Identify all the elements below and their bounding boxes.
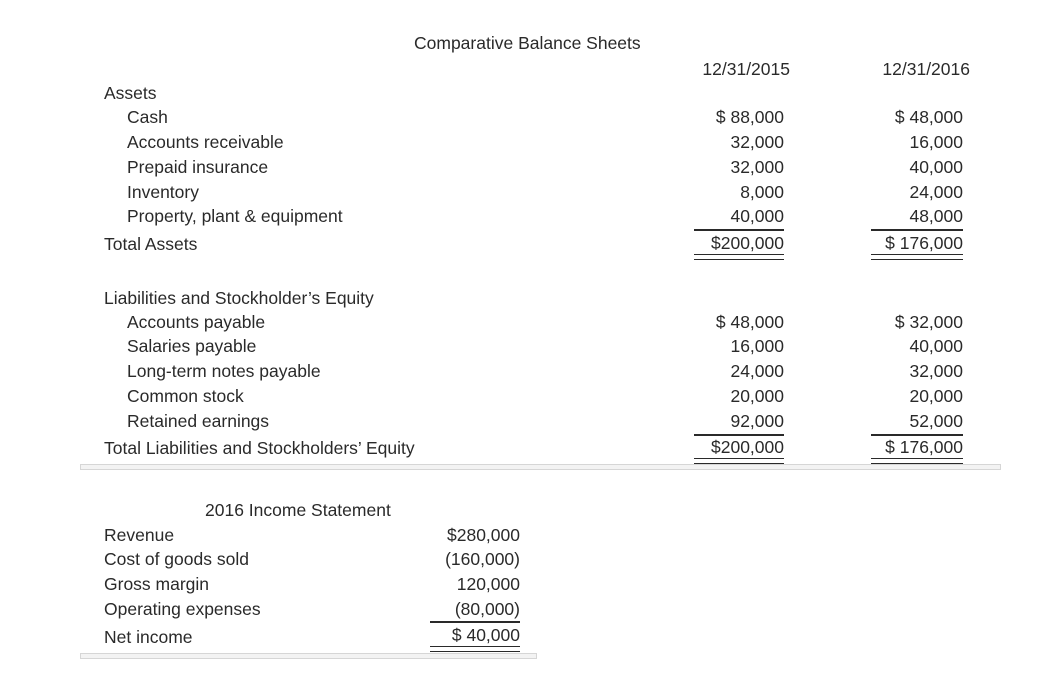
total-liabilities-2016: $ 176,000 — [885, 437, 963, 457]
asset-cash-2016: $ 48,000 — [894, 107, 963, 127]
income-net-income-value: $ 40,000 — [451, 625, 520, 645]
equity-retained-2015: 92,000 — [730, 411, 784, 431]
total-assets-double-rule-2015 — [694, 254, 784, 260]
asset-label-accounts-receivable: Accounts receivable — [127, 132, 284, 152]
asset-cash-2015: $ 88,000 — [715, 107, 784, 127]
income-label-revenue: Revenue — [104, 525, 175, 545]
income-statement-bottom-border — [80, 653, 537, 659]
total-assets-2015: $200,000 — [711, 233, 784, 253]
asset-ppe-2015: 40,000 — [730, 206, 784, 226]
total-assets-double-rule-2016 — [871, 254, 963, 260]
assets-subtotal-rule-2015 — [694, 229, 784, 231]
liability-salaries-2016: 40,000 — [909, 336, 963, 356]
asset-inventory-2015: 8,000 — [740, 182, 784, 202]
liabilities-heading: Liabilities and Stockholder’s Equity — [104, 288, 374, 308]
liability-ap-2015: $ 48,000 — [715, 312, 784, 332]
liability-label-salaries-payable: Salaries payable — [127, 336, 257, 356]
income-subtotal-rule — [430, 621, 520, 623]
income-cogs-value: (160,000) — [445, 549, 520, 569]
net-income-double-rule — [430, 646, 520, 652]
equity-label-common-stock: Common stock — [127, 386, 244, 406]
assets-subtotal-rule-2016 — [871, 229, 963, 231]
asset-ar-2016: 16,000 — [909, 132, 963, 152]
income-opex-value: (80,000) — [454, 599, 520, 619]
liability-ap-2016: $ 32,000 — [894, 312, 963, 332]
asset-label-cash: Cash — [127, 107, 168, 127]
asset-inventory-2016: 24,000 — [909, 182, 963, 202]
liability-label-long-term-notes: Long-term notes payable — [127, 361, 321, 381]
income-revenue-value: $280,000 — [447, 525, 520, 545]
asset-ppe-2016: 48,000 — [909, 206, 963, 226]
liability-label-accounts-payable: Accounts payable — [127, 312, 266, 332]
equity-label-retained-earnings: Retained earnings — [127, 411, 270, 431]
asset-prepaid-2015: 32,000 — [730, 157, 784, 177]
liability-notes-2015: 24,000 — [730, 361, 784, 381]
income-label-gross-margin: Gross margin — [104, 574, 210, 594]
total-assets-label: Total Assets — [104, 234, 198, 254]
asset-prepaid-2016: 40,000 — [909, 157, 963, 177]
balance-sheet-title: Comparative Balance Sheets — [414, 33, 641, 53]
liability-salaries-2015: 16,000 — [730, 336, 784, 356]
balance-sheet-bottom-border — [80, 464, 1001, 470]
asset-label-ppe: Property, plant & equipment — [127, 206, 343, 226]
total-assets-2016: $ 176,000 — [885, 233, 963, 253]
column-header-2016: 12/31/2016 — [882, 59, 970, 79]
asset-label-prepaid-insurance: Prepaid insurance — [127, 157, 269, 177]
income-gross-margin-value: 120,000 — [456, 574, 520, 594]
income-label-operating-expenses: Operating expenses — [104, 599, 261, 619]
asset-label-inventory: Inventory — [127, 182, 199, 202]
assets-heading: Assets — [104, 83, 157, 103]
total-liabilities-label: Total Liabilities and Stockholders’ Equity — [104, 438, 415, 458]
total-liabilities-2015: $200,000 — [711, 437, 784, 457]
column-header-2015: 12/31/2015 — [702, 59, 790, 79]
income-label-cogs: Cost of goods sold — [104, 549, 249, 569]
equity-common-2015: 20,000 — [730, 386, 784, 406]
equity-retained-2016: 52,000 — [909, 411, 963, 431]
income-label-net-income: Net income — [104, 627, 193, 647]
liability-notes-2016: 32,000 — [909, 361, 963, 381]
equity-common-2016: 20,000 — [909, 386, 963, 406]
asset-ar-2015: 32,000 — [730, 132, 784, 152]
income-statement-title: 2016 Income Statement — [205, 500, 391, 520]
